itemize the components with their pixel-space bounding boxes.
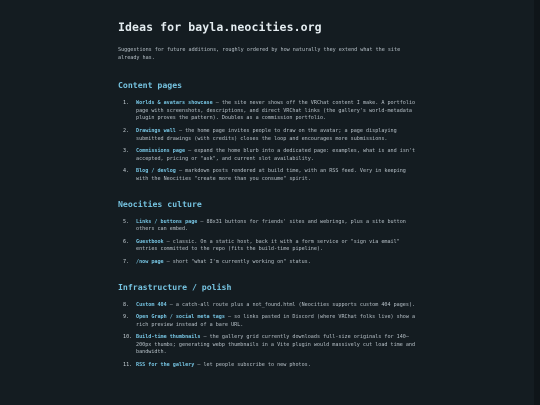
list-item	[118, 128, 418, 143]
item-description: — classic. On a static host, back it with a form service or "sign via email" entries committed to the repo (fits the build-time pipeline).	[136, 238, 400, 253]
infrastructure-list	[118, 302, 418, 370]
neocities-culture-list	[118, 219, 418, 267]
item-number: 1.	[123, 100, 130, 107]
item-description: — 88x31 buttons for friends' sites and webrings, plus a site button others can embed.	[136, 218, 406, 233]
item-description: — the gallery grid currently downloads full-size originals for 140–200px thumbs; generating webp thumbnails in a Vite plugin would massively cut load time and bandwidth.	[136, 334, 416, 356]
list-item	[118, 259, 418, 267]
item-title: Blog / devlog	[136, 168, 176, 175]
list-item	[118, 302, 418, 310]
list-item	[118, 168, 418, 183]
item-description: — a catch-all route plus a not_found.html (Neocities supports custom 404 pages).	[166, 301, 416, 308]
item-title: Drawings wall	[136, 127, 176, 134]
item-title: Custom 404	[136, 301, 167, 308]
item-title: Build-time thumbnails	[136, 334, 201, 341]
item-title: Open Graph / social meta tags	[136, 314, 225, 321]
item-title: Links / buttons page	[136, 218, 198, 225]
item-description: — expand the home blurb into a dedicated page: examples, what is and isn't accepted, pricing or "ask", and current slot availability.	[136, 148, 416, 162]
item-description: — short "what I'm currently working on" status.	[163, 258, 311, 265]
item-number: 11.	[123, 362, 133, 369]
item-title: RSS for the gallery	[136, 362, 195, 369]
page-title: Ideas for bayla.neocities.org	[118, 20, 322, 34]
section-heading-infrastructure: Infrastructure / polish	[118, 281, 232, 292]
scrollbar-track[interactable]	[534, 0, 540, 405]
item-description: — the home page invites people to draw on the avatar; a page displaying submitted drawings (with credits) closes the loop and encourages more submissions.	[136, 127, 397, 142]
item-number: 4.	[123, 168, 130, 175]
item-title: Guestbook	[136, 238, 164, 245]
list-item	[118, 219, 418, 234]
intro-paragraph: Suggestions for future additions, roughly ordered by how naturally they extend what the site already has.	[118, 47, 401, 61]
list-item	[118, 314, 418, 329]
item-description: — the site never shows off the VRChat content I make. A portfolio page with screenshots, descriptions, and direct VRChat links (the gallery's world-metadata plugin proves the pattern). Doubles as a commission portfolio.	[136, 100, 416, 122]
section-heading-neocities-culture: Neocities culture	[118, 198, 202, 209]
item-title: /now page	[136, 258, 164, 265]
item-number: 10.	[123, 334, 133, 341]
list-item	[118, 334, 418, 357]
item-number: 6.	[123, 238, 130, 245]
item-number: 3.	[123, 148, 130, 155]
item-number: 2.	[123, 127, 130, 134]
item-description: — so links pasted in Discord (where VRChat folks live) show a rich preview instead of a bare URL.	[136, 314, 416, 328]
item-number: 5.	[123, 218, 130, 225]
list-item	[118, 100, 418, 123]
item-description: — let people subscribe to new photos.	[194, 362, 311, 369]
section-heading-content-pages: Content pages	[118, 80, 183, 91]
list-item	[118, 148, 418, 163]
list-item	[118, 362, 418, 370]
main-content	[118, 20, 418, 385]
item-number: 9.	[123, 314, 130, 321]
item-title: Commissions page	[136, 148, 186, 155]
item-number: 7.	[123, 258, 130, 265]
content-pages-list	[118, 100, 418, 183]
item-description: — markdown posts rendered at build time, with an RSS feed. Very in keeping with the Neocities "create more than you consume" spirit.	[136, 168, 406, 182]
item-title: Worlds & avatars showcase	[136, 100, 213, 107]
item-number: 8.	[123, 301, 130, 308]
list-item	[118, 239, 418, 254]
